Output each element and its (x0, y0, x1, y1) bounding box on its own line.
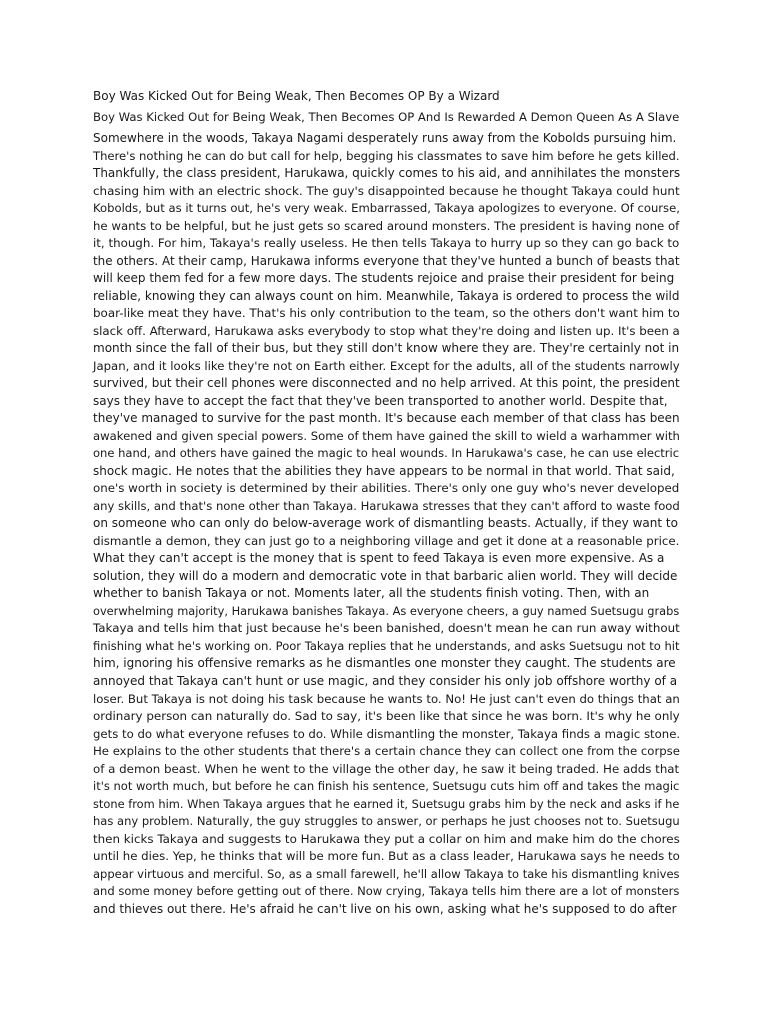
body-line: chasing him with an electric shock. The guy's disappointed because he thought Takaya could hunt (93, 183, 680, 198)
body-line: the others. At their camp, Harukawa informs everyone that they've hunted a bunch of beasts that (93, 253, 680, 268)
body-line: appear virtuous and merciful. So, as a small farewell, he'll allow Takaya to take his dismantling knives (93, 866, 680, 881)
body-line: slack off. Afterward, Harukawa asks everybody to stop what they're doing and listen up. It's been a (93, 323, 680, 338)
body-line: month since the fall of their bus, but they still don't know where they are. They're certainly not in (93, 341, 680, 356)
body-line: one's worth in society is determined by their abilities. There's only one guy who's never developed (93, 481, 680, 496)
body-line: What they can't accept is the money that is spent to feed Takaya is even more expensive. As a (93, 551, 665, 566)
body-line: dismantle a demon, they can just go to a neighboring village and get it done at a reasonable price. (93, 533, 680, 548)
body-line: until he dies. Yep, he thinks that will be more fun. But as a class leader, Harukawa says he needs to (93, 849, 680, 864)
body-line: then kicks Takaya and suggests to Harukawa they put a collar on him and make him do the chores (93, 831, 680, 846)
body-line: annoyed that Takaya can't hunt or use magic, and they consider his only job offshore worthy of a (93, 673, 678, 688)
body-line: and some money before getting out of there. Now crying, Takaya tells him there are a lot of monsters (93, 884, 680, 899)
body-line: He explains to the other students that there's a certain chance they can collect one from the corpse (93, 744, 680, 759)
body-line: whether to banish Takaya or not. Moments later, all the students finish voting. Then, with an (93, 586, 650, 601)
body-line: reliable, knowing they can always count on him. Meanwhile, Takaya is ordered to process the wild (93, 288, 680, 303)
body-line: gets to do what everyone refuses to do. While dismantling the monster, Takaya finds a magic stone. (93, 726, 681, 741)
body-line: him, ignoring his offensive remarks as he dismantles one monster they caught. The students are (93, 656, 676, 671)
body-line: boar-like meat they have. That's his only contribution to the team, so the others don't want him to (93, 306, 680, 321)
body-line: Takaya and tells him that just because he's been banished, doesn't mean he can run away without (93, 621, 680, 636)
body-line: and thieves out there. He's afraid he can't live on his own, asking what he's supposed to do after (93, 901, 677, 916)
body-line: loser. But Takaya is not doing his task because he wants to. No! He just can't even do things that an (93, 691, 680, 706)
body-line: of a demon beast. When he went to the village the other day, he saw it being traded. He adds that (93, 761, 680, 776)
body-line: overwhelming majority, Harukawa banishes Takaya. As everyone cheers, a guy named Suetsugu grabs (93, 603, 680, 618)
body-line: Somewhere in the woods, Takaya Nagami desperately runs away from the Kobolds pursuing him. (93, 131, 677, 145)
body-line: it's not worth much, but before he can finish his sentence, Suetsugu cuts him off and takes the magic (93, 779, 680, 794)
body-line: it, though. For him, Takaya's really useless. He then tells Takaya to hurry up so they can go back to (93, 236, 680, 251)
body-line: Thankfully, the class president, Harukawa, quickly comes to his aid, and annihilates the monsters (93, 166, 681, 181)
body-line: stone from him. When Takaya argues that he earned it, Suetsugu grabs him by the neck and asks if he (93, 796, 680, 811)
body-line: will keep them fed for a few more days. The students rejoice and praise their president for being (93, 271, 675, 286)
document-page (93, 88, 680, 918)
body-line: Kobolds, but as it turns out, he's very weak. Embarrassed, Takaya apologizes to everyone. Of course, (93, 201, 680, 216)
body-line: survived, but their cell phones were disconnected and no help arrived. At this point, the president (93, 376, 680, 391)
body-line: one hand, and others have gained the magic to heal wounds. In Harukawa's case, he can use electric (93, 446, 680, 461)
body-line: There's nothing he can do but call for help, begging his classmates to save him before he gets killed. (93, 148, 680, 163)
document-subtitle: Boy Was Kicked Out for Being Weak, Then Becomes OP And Is Rewarded A Demon Queen As A Slave (93, 110, 680, 124)
body-line: ordinary person can naturally do. Sad to say, it's been like that since he was born. It's why he only (93, 709, 680, 724)
body-line: they've managed to survive for the past month. It's because each member of that class has been (93, 411, 680, 426)
body-line: on someone who can only do below-average work of dismantling beasts. Actually, if they want to (93, 516, 678, 531)
body-line: solution, they will do a modern and democratic vote in that barbaric alien world. They will decide (93, 568, 678, 583)
body-line: he wants to be helpful, but he just gets so scared around monsters. The president is having none of (93, 218, 680, 233)
body-line: shock magic. He notes that the abilities they have appears to be normal in that world. That said, (93, 463, 675, 478)
document-title: Boy Was Kicked Out for Being Weak, Then Becomes OP By a Wizard (93, 89, 500, 103)
body-line: any skills, and that's none other than Takaya. Harukawa stresses that they can't afford to waste food (93, 498, 680, 513)
body-line: says they have to accept the fact that they've been transported to another world. Despite that, (93, 393, 668, 408)
body-line: awakened and given special powers. Some of them have gained the skill to wield a warhammer with (93, 428, 680, 443)
body-line: Japan, and it looks like they're not on Earth either. Except for the adults, all of the students narrowly (93, 358, 680, 373)
body-line: has any problem. Naturally, the guy struggles to answer, or perhaps he just chooses not to. Suetsugu (93, 814, 680, 829)
body-paragraph (93, 130, 680, 918)
body-line: finishing what he's working on. Poor Takaya replies that he understands, and asks Suetsugu not to hit (93, 638, 680, 653)
